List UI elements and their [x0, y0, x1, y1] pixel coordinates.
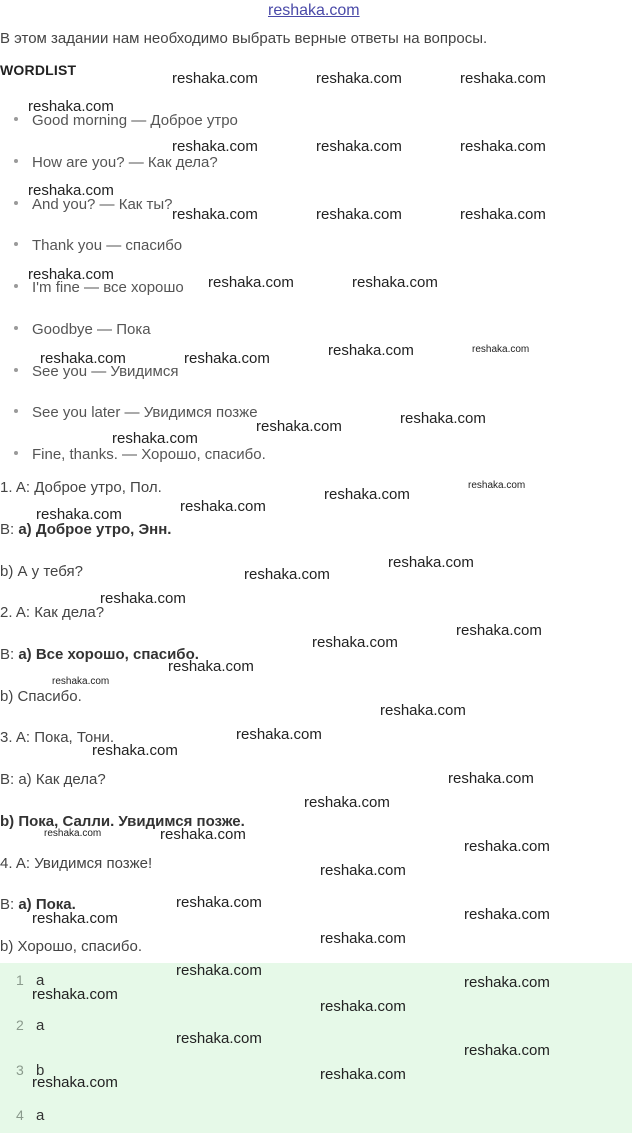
watermark-text: reshaka.com	[468, 480, 526, 491]
watermark-text: reshaka.com	[52, 676, 110, 687]
exercise-line: 4. A: Увидимся позже!	[0, 855, 153, 872]
watermark-text: reshaka.com	[316, 206, 402, 223]
bullet-icon	[14, 326, 18, 330]
watermark-text: reshaka.com	[380, 702, 466, 719]
bullet-icon	[14, 409, 18, 413]
exercise-line: b) А у тебя?	[0, 563, 83, 580]
watermark-text: reshaka.com	[464, 838, 550, 855]
intro-text: В этом задании нам необходимо выбрать верные ответы на вопросы.	[0, 30, 488, 47]
watermark-text: reshaka.com	[324, 486, 410, 503]
watermark-text: reshaka.com	[464, 974, 550, 991]
answer-row	[0, 1017, 632, 1037]
wordlist-item: Goodbye — Пока	[14, 321, 151, 338]
answer-value: a	[36, 1107, 45, 1124]
bullet-icon	[14, 368, 18, 372]
watermark-text: reshaka.com	[112, 430, 198, 447]
bullet-icon	[14, 284, 18, 288]
watermark-text: reshaka.com	[44, 828, 102, 839]
exercise-line: B: a) Пока.	[0, 896, 76, 913]
watermark-text: reshaka.com	[236, 726, 322, 743]
exercise-line: 2. A: Как дела?	[0, 604, 105, 621]
watermark-text: reshaka.com	[320, 862, 406, 879]
watermark-text: reshaka.com	[100, 590, 186, 607]
answer-table	[0, 963, 632, 1133]
watermark-text: reshaka.com	[208, 274, 294, 291]
watermark-text: reshaka.com	[316, 70, 402, 87]
wordlist-item: Good morning — Доброе утро	[14, 112, 238, 129]
wordlist-item: See you — Увидимся	[14, 363, 178, 380]
watermark-text: reshaka.com	[328, 342, 414, 359]
watermark-text: reshaka.com	[180, 498, 266, 515]
answer-row	[0, 972, 632, 992]
answer-number: 3	[16, 1062, 24, 1078]
bullet-icon	[14, 242, 18, 246]
wordlist-item: Thank you — спасибо	[14, 237, 182, 254]
watermark-text: reshaka.com	[320, 998, 406, 1015]
watermark-text: reshaka.com	[32, 910, 118, 927]
watermark-text: reshaka.com	[316, 138, 402, 155]
bullet-icon	[14, 451, 18, 455]
watermark-text: reshaka.com	[320, 930, 406, 947]
exercise-line: B: a) Доброе утро, Энн.	[0, 521, 172, 538]
watermark-text: reshaka.com	[92, 742, 178, 759]
answer-row	[0, 1107, 632, 1127]
answer-value: b	[36, 1062, 45, 1079]
watermark-text: reshaka.com	[32, 1074, 118, 1091]
exercise-line: b) Пока, Салли. Увидимся позже.	[0, 813, 245, 830]
watermark-text: reshaka.com	[176, 962, 262, 979]
answer-number: 1	[16, 972, 24, 988]
watermark-text: reshaka.com	[460, 70, 546, 87]
watermark-text: reshaka.com	[352, 274, 438, 291]
bullet-icon	[14, 201, 18, 205]
watermark-text: reshaka.com	[176, 894, 262, 911]
wordlist-item: See you later — Увидимся позже	[14, 404, 258, 421]
exercise-line: B: a) Все хорошо, спасибо.	[0, 646, 199, 663]
wordlist-item: Fine, thanks. — Хорошо, спасибо.	[14, 446, 266, 463]
watermark-text: reshaka.com	[172, 70, 258, 87]
watermark-text: reshaka.com	[320, 1066, 406, 1083]
watermark-text: reshaka.com	[460, 138, 546, 155]
watermark-text: reshaka.com	[160, 826, 246, 843]
exercise-line: B: a) Как дела?	[0, 771, 106, 788]
watermark-text: reshaka.com	[464, 1042, 550, 1059]
bullet-icon	[14, 117, 18, 121]
watermark-text: reshaka.com	[256, 418, 342, 435]
watermark-text: reshaka.com	[460, 206, 546, 223]
answer-number: 2	[16, 1017, 24, 1033]
watermark-text: reshaka.com	[388, 554, 474, 571]
watermark-text: reshaka.com	[176, 1030, 262, 1047]
watermark-text: reshaka.com	[244, 566, 330, 583]
watermark-text: reshaka.com	[28, 98, 114, 115]
watermark-text: reshaka.com	[312, 634, 398, 651]
site-link[interactable]: reshaka.com	[268, 2, 360, 19]
exercise-line: 1. A: Доброе утро, Пол.	[0, 479, 162, 496]
watermark-text: reshaka.com	[32, 986, 118, 1003]
wordlist-item: How are you? — Как дела?	[14, 154, 218, 171]
watermark-text: reshaka.com	[304, 794, 390, 811]
watermark-text: reshaka.com	[40, 350, 126, 367]
exercise-line: 3. A: Пока, Тони.	[0, 729, 115, 746]
watermark-text: reshaka.com	[464, 906, 550, 923]
answer-value: a	[36, 972, 45, 989]
exercise-line: b) Спасибо.	[0, 688, 82, 705]
watermark-text: reshaka.com	[472, 344, 530, 355]
wordlist-item: I'm fine — все хорошо	[14, 279, 184, 296]
watermark-text: reshaka.com	[28, 182, 114, 199]
watermark-text: reshaka.com	[400, 410, 486, 427]
answer-value: a	[36, 1017, 45, 1034]
watermark-text: reshaka.com	[168, 658, 254, 675]
answer-row	[0, 1062, 632, 1082]
watermark-text: reshaka.com	[456, 622, 542, 639]
answer-number: 4	[16, 1107, 24, 1123]
watermark-text: reshaka.com	[448, 770, 534, 787]
watermark-text: reshaka.com	[28, 266, 114, 283]
wordlist-heading: WORDLIST	[0, 62, 77, 78]
bullet-icon	[14, 159, 18, 163]
watermark-text: reshaka.com	[36, 506, 122, 523]
watermark-text: reshaka.com	[172, 138, 258, 155]
exercise-line: b) Хорошо, спасибо.	[0, 938, 143, 955]
watermark-text: reshaka.com	[184, 350, 270, 367]
watermark-text: reshaka.com	[172, 206, 258, 223]
wordlist-item: And you? — Как ты?	[14, 196, 173, 213]
